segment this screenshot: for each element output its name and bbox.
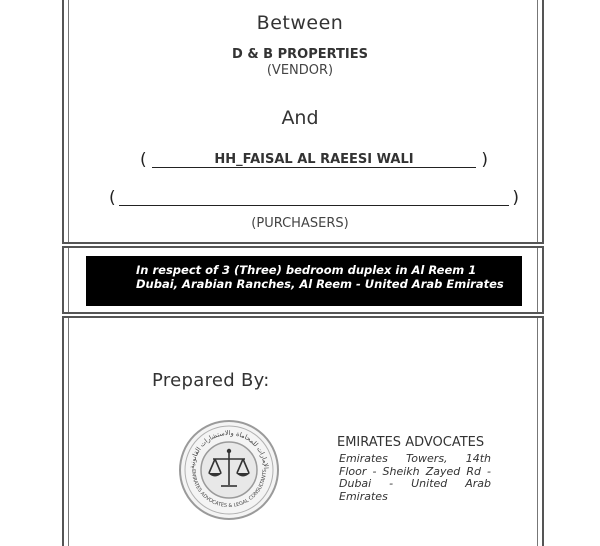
firm-address: Emirates Towers, 14th Floor - Sheikh Zayed Rd - Dubai - United Arab Emirates	[339, 452, 491, 503]
firm-name: EMIRATES ADVOCATES	[337, 435, 485, 450]
page-frame-bottom	[62, 316, 544, 546]
and-heading: And	[281, 107, 319, 129]
banner-line-1: In respect of 3 (Three) bedroom duplex in Al Reem 1	[136, 263, 477, 277]
underline	[119, 205, 509, 206]
purchaser-line-2	[109, 188, 519, 210]
open-paren: (	[109, 188, 116, 208]
underline	[152, 167, 476, 168]
close-paren: )	[512, 188, 519, 208]
purchaser-name-1: HH_FAISAL AL RAEESI WALI	[214, 152, 414, 167]
open-paren: (	[140, 150, 147, 170]
seal-text-top: الإمارات للمحاماة والاستشارات القانونية	[187, 428, 270, 470]
close-paren: )	[481, 150, 488, 170]
seal-text-bottom: EMIRATES ADVOCATES & LEGAL CONSULTANTS	[189, 469, 269, 510]
banner-line-2: Dubai, Arabian Ranches, Al Reem - United Arab Emirates	[136, 277, 504, 291]
prepared-by-heading: Prepared By:	[152, 370, 270, 391]
purchasers-role: (PURCHASERS)	[251, 216, 349, 231]
property-banner	[86, 256, 522, 306]
firm-seal-icon	[178, 419, 280, 521]
between-heading: Between	[256, 12, 344, 34]
vendor-role: (VENDOR)	[266, 63, 334, 78]
vendor-name: D & B PROPERTIES	[232, 47, 368, 62]
purchaser-line-1	[140, 150, 488, 172]
